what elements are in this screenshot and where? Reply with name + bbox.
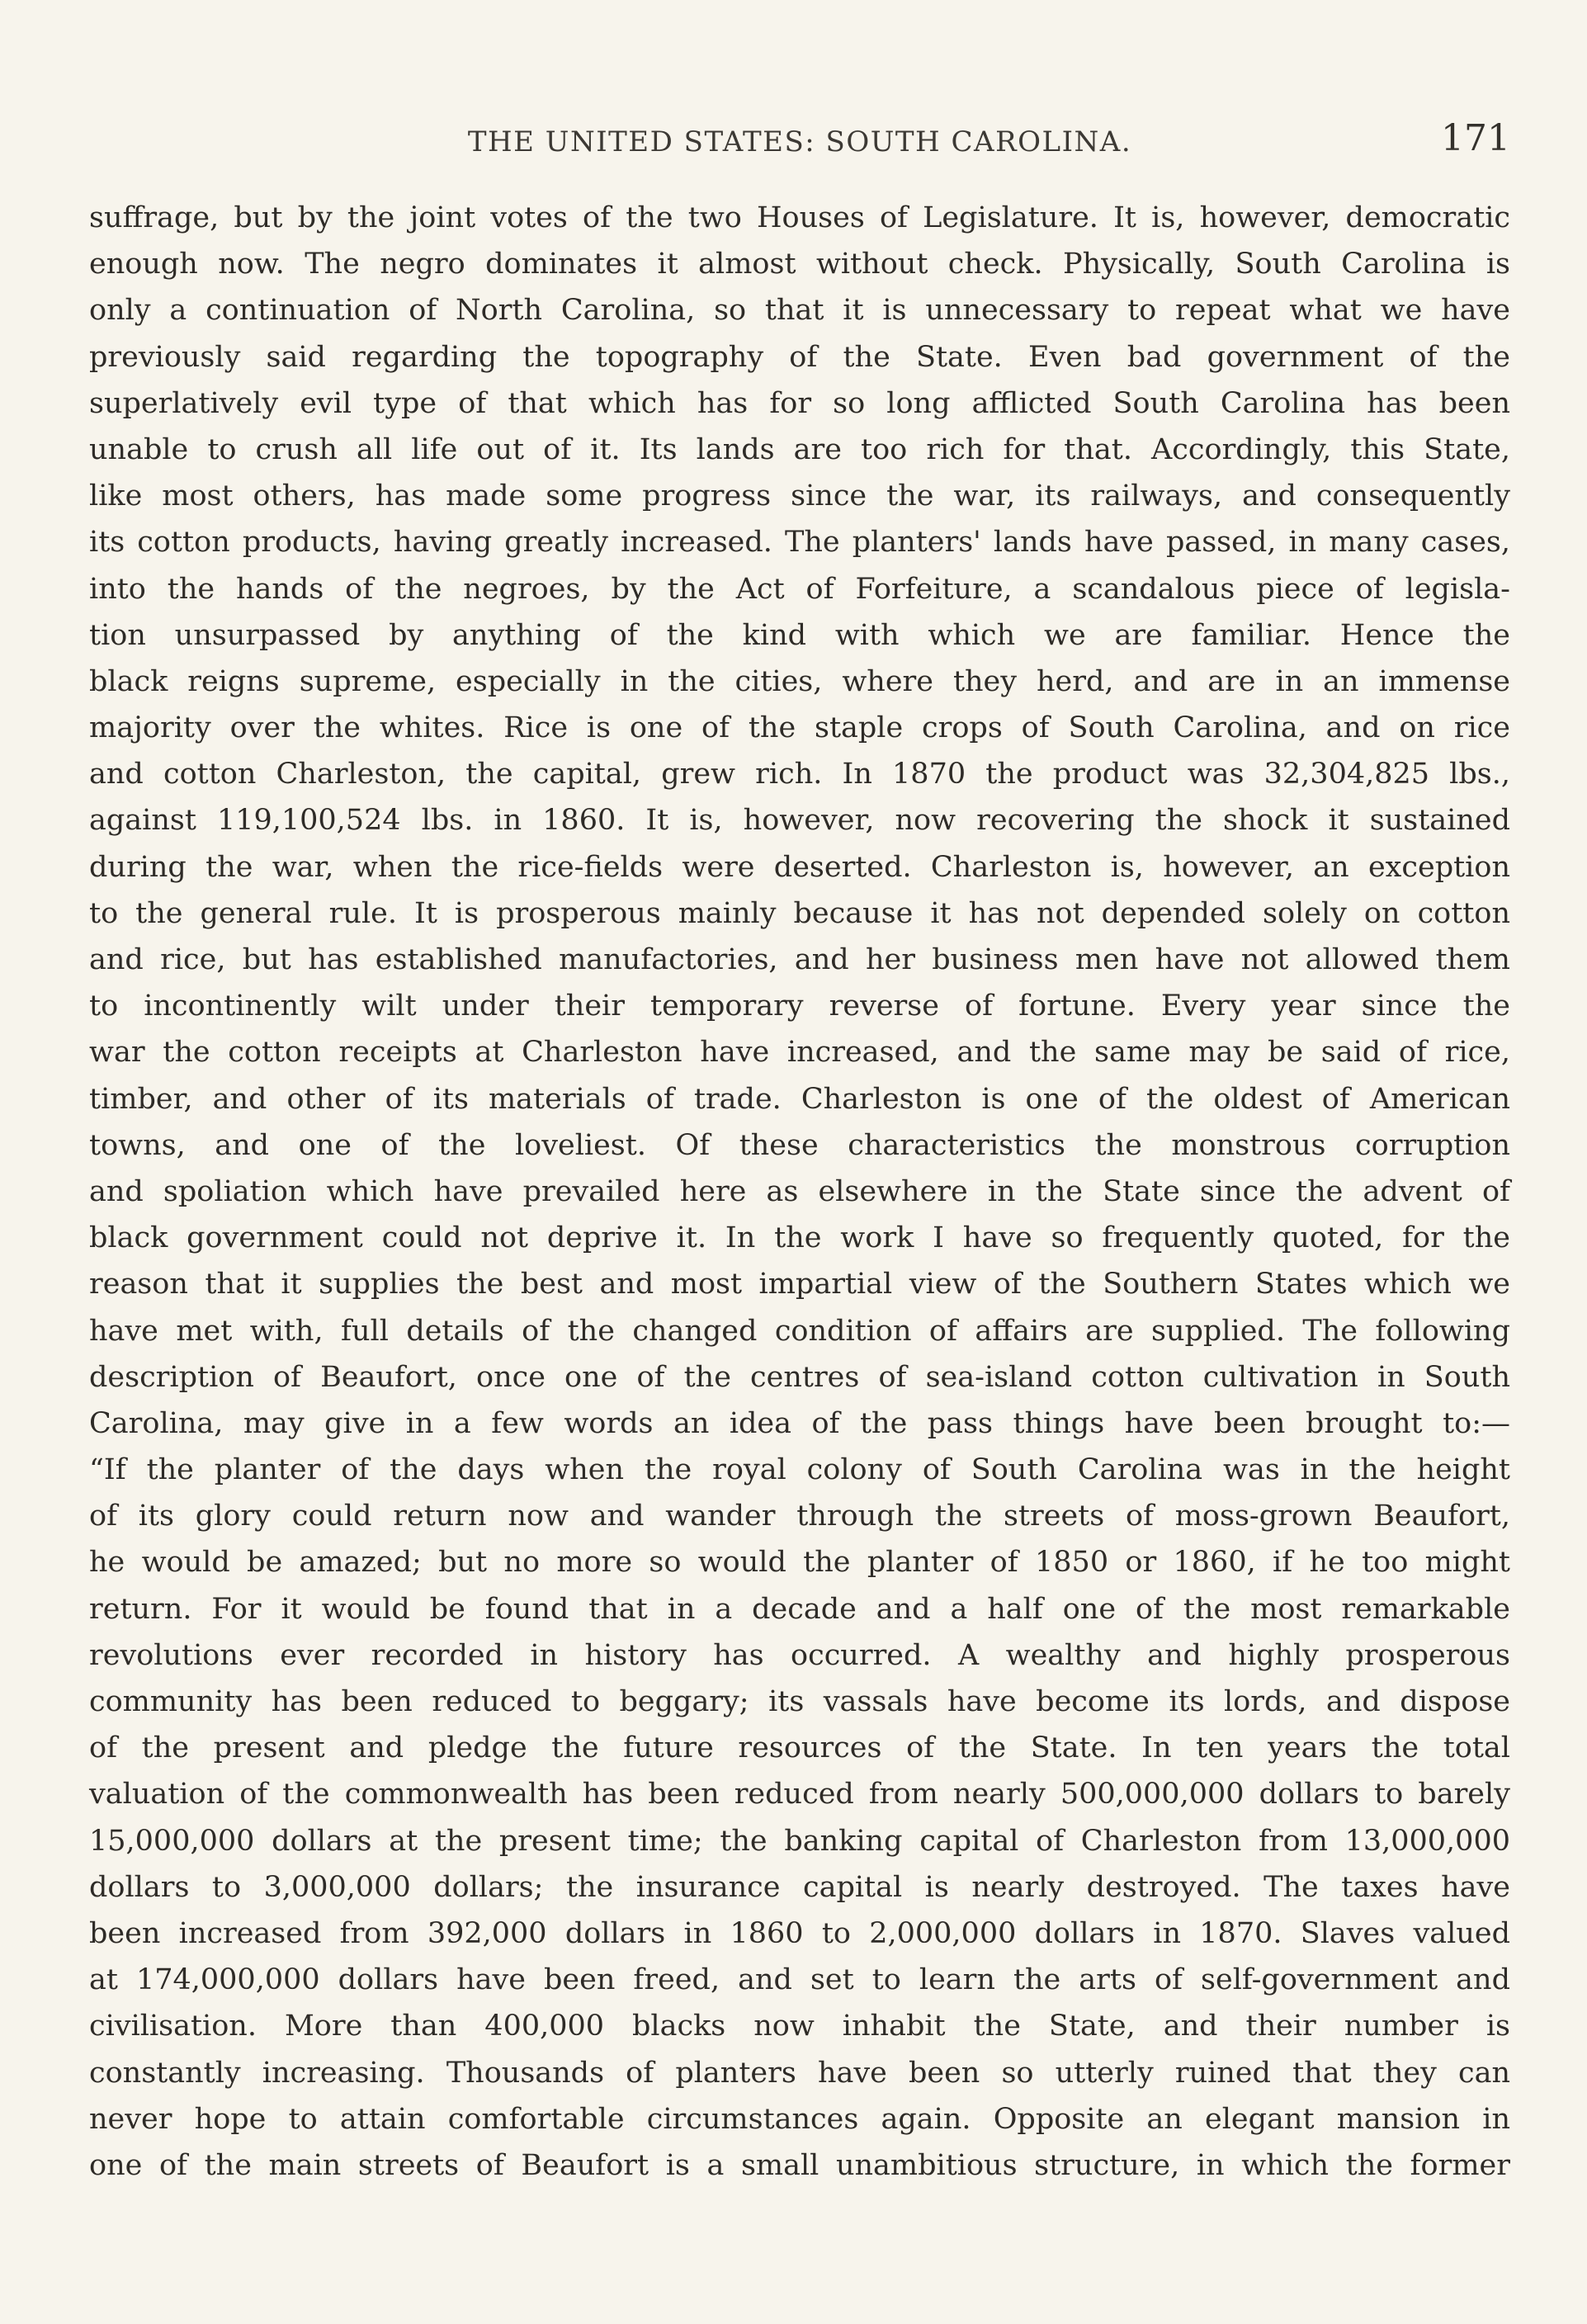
text-line: have met with, full details of the changed condition of affairs are supplied. The following xyxy=(89,1314,1510,1348)
text-line: at 174,000,000 dollars have been freed, and set to learn the arts of self-government and xyxy=(89,1963,1510,1997)
text-line: to the general rule. It is prosperous mainly because it has not depended solely on cotton xyxy=(89,896,1510,930)
text-line: valuation of the commonwealth has been reduced from nearly 500,000,000 dollars to barely xyxy=(89,1778,1510,1811)
text-line: return. For it would be found that in a decade and a half one of the most remarkable xyxy=(89,1592,1510,1626)
text-line: into the hands of the negroes, by the Act of Forfeiture, a scandalous piece of legisla- xyxy=(89,572,1510,606)
text-line: black government could not deprive it. In the work I have so frequently quoted, for the xyxy=(89,1221,1510,1255)
text-line: reason that it supplies the best and most impartial view of the Southern States which we xyxy=(89,1268,1510,1301)
text-line: description of Beaufort, once one of the centres of sea-island cotton cultivation in South xyxy=(89,1360,1510,1394)
text-line: war the cotton receipts at Charleston have increased, and the same may be said of rice, xyxy=(89,1036,1510,1070)
running-head xyxy=(89,116,1510,165)
text-line: like most others, has made some progress since the war, its railways, and consequently xyxy=(89,479,1510,513)
text-line: and cotton Charleston, the capital, grew rich. In 1870 the product was 32,304,825 lbs., xyxy=(89,758,1510,791)
text-line: to incontinently wilt under their temporary reverse of fortune. Every year since the xyxy=(89,990,1510,1023)
text-line: never hope to attain comfortable circumstances again. Opposite an elegant mansion in xyxy=(89,2102,1510,2136)
text-line: and spoliation which have prevailed here as elsewhere in the State since the advent of xyxy=(89,1174,1510,1208)
text-line: unable to crush all life out of it. Its lands are too rich for that. Accordingly, this State, xyxy=(89,432,1510,466)
text-line: tion unsurpassed by anything of the kind with which we are familiar. Hence the xyxy=(89,618,1510,652)
text-line: during the war, when the rice-fields were deserted. Charleston is, however, an exception xyxy=(89,850,1510,884)
text-line: constantly increasing. Thousands of planters have been so utterly ruined that they can xyxy=(89,2056,1510,2090)
text-line: dollars to 3,000,000 dollars; the insurance capital is nearly destroyed. The taxes have xyxy=(89,1870,1510,1904)
text-line: its cotton products, having greatly increased. The planters' lands have passed, in many cases, xyxy=(89,526,1510,560)
text-line: suffrage, but by the joint votes of the two Houses of Legislature. It is, however, democratic xyxy=(89,201,1510,234)
text-line: been increased from 392,000 dollars in 1860 to 2,000,000 dollars in 1870. Slaves valued xyxy=(89,1916,1510,1950)
text-line: Carolina, may give in a few words an idea of the pass things have been brought to:— xyxy=(89,1406,1510,1440)
text-line: civilisation. More than 400,000 blacks now inhabit the State, and their number is xyxy=(89,2010,1510,2043)
text-line: community has been reduced to beggary; its vassals have become its lords, and dispose xyxy=(89,1685,1510,1718)
text-line: “If the planter of the days when the royal colony of South Carolina was in the height xyxy=(89,1453,1510,1487)
text-line: majority over the whites. Rice is one of the staple crops of South Carolina, and on rice xyxy=(89,711,1510,745)
text-line: only a continuation of North Carolina, so that it is unnecessary to repeat what we have xyxy=(89,294,1510,328)
text-line: one of the main streets of Beaufort is a small unambitious structure, in which the former xyxy=(89,2148,1510,2182)
text-line: of the present and pledge the future resources of the State. In ten years the total xyxy=(89,1731,1510,1765)
text-line: of its glory could return now and wander through the streets of moss-grown Beaufort, xyxy=(89,1500,1510,1533)
body-text xyxy=(89,195,1510,2189)
text-line: enough now. The negro dominates it almost without check. Physically, South Carolina is xyxy=(89,248,1510,281)
page-number: 171 xyxy=(1441,117,1510,159)
text-line: towns, and one of the loveliest. Of these characteristics the monstrous corruption xyxy=(89,1128,1510,1162)
text-line: against 119,100,524 lbs. in 1860. It is, however, now recovering the shock it sustained xyxy=(89,804,1510,838)
text-line: previously said regarding the topography of the State. Even bad government of the xyxy=(89,340,1510,374)
running-title: THE UNITED STATES: SOUTH CAROLINA. xyxy=(467,125,1132,158)
text-line: and rice, but has established manufactories, and her business men have not allowed them xyxy=(89,943,1510,976)
text-line: black reigns supreme, especially in the cities, where they herd, and are in an immense xyxy=(89,664,1510,698)
text-line: 15,000,000 dollars at the present time; the banking capital of Charleston from 13,000,000 xyxy=(89,1824,1510,1858)
text-line: timber, and other of its materials of trade. Charleston is one of the oldest of American xyxy=(89,1082,1510,1116)
text-line: revolutions ever recorded in history has occurred. A wealthy and highly prosperous xyxy=(89,1638,1510,1672)
text-line: superlatively evil type of that which has for so long afflicted South Carolina has been xyxy=(89,386,1510,420)
text-line: he would be amazed; but no more so would the planter of 1850 or 1860, if he too might xyxy=(89,1546,1510,1580)
